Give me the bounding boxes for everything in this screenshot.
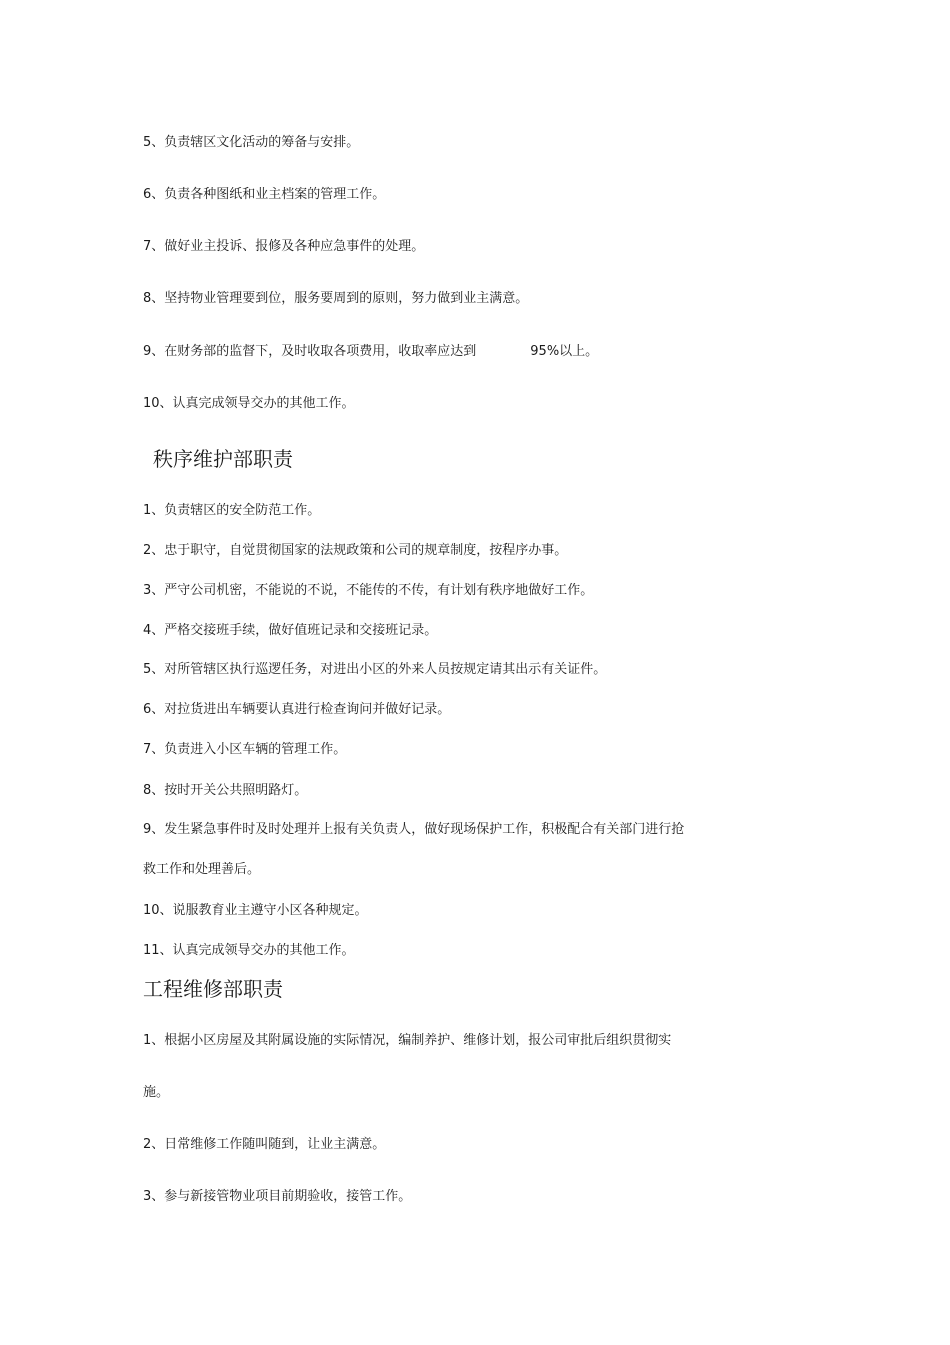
list-item: 6、对拉货进出车辆要认真进行检查询问并做好记录。	[143, 702, 451, 717]
list-item-continuation: 施。	[143, 1085, 170, 1100]
list-item: 10、认真完成领导交办的其他工作。	[143, 396, 355, 411]
list-item: 11、认真完成领导交办的其他工作。	[143, 943, 355, 958]
section-title: 工程维修部职责	[143, 977, 283, 1001]
list-item: 2、日常维修工作随叫随到，让业主满意。	[143, 1137, 386, 1152]
list-item: 10、说服教育业主遵守小区各种规定。	[143, 903, 368, 918]
list-item: 6、负责各种图纸和业主档案的管理工作。	[143, 187, 386, 202]
list-item: 8、坚持物业管理要到位，服务要周到的原则，努力做到业主满意。	[143, 291, 529, 306]
section-title: 秩序维护部职责	[153, 447, 293, 471]
list-item: 1、根据小区房屋及其附属设施的实际情况，编制养护、维修计划，报公司审批后组织贯彻实	[143, 1033, 672, 1048]
list-item-continuation: 救工作和处理善后。	[143, 862, 261, 877]
list-item: 3、严守公司机密，不能说的不说，不能传的不传，有计划有秩序地做好工作。	[143, 583, 594, 598]
list-item: 4、严格交接班手续，做好值班记录和交接班记录。	[143, 623, 438, 638]
list-item-text: 9、在财务部的监督下，及时收取各项费用，收取率应达到	[143, 344, 477, 359]
list-item: 1、负责辖区的安全防范工作。	[143, 503, 321, 518]
list-item: 7、做好业主投诉、报修及各种应急事件的处理。	[143, 239, 425, 254]
list-item: 8、按时开关公共照明路灯。	[143, 783, 308, 798]
list-item: 3、参与新接管物业项目前期验收，接管工作。	[143, 1189, 412, 1204]
list-item	[143, 343, 598, 361]
list-item: 9、发生紧急事件时及时处理并上报有关负责人，做好现场保护工作，积极配合有关部门进行抢	[143, 822, 685, 837]
list-item: 5、负责辖区文化活动的筹备与安排。	[143, 135, 360, 150]
list-item: 2、忠于职守，自觉贯彻国家的法规政策和公司的规章制度，按程序办事。	[143, 543, 568, 558]
list-item: 5、对所管辖区执行巡逻任务，对进出小区的外来人员按规定请其出示有关证件。	[143, 662, 607, 677]
collection-rate: 95%以上。	[530, 344, 599, 359]
list-item: 7、负责进入小区车辆的管理工作。	[143, 742, 347, 757]
